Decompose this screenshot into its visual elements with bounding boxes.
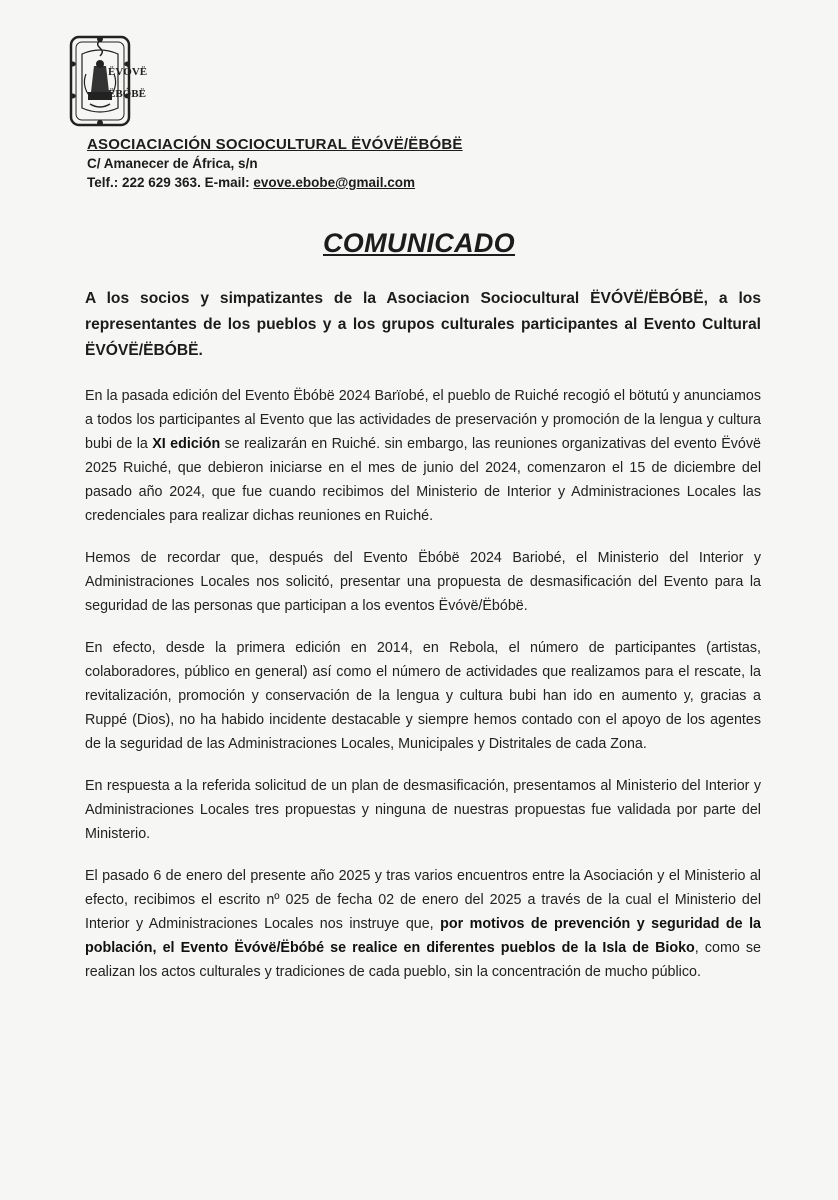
paragraph-5-text-b: , como se realizan los actos culturales y tradiciones de cada pueblo, sin la concentración de mucho público.: [85, 940, 761, 980]
logo-text-line1: ËVÓVË: [108, 66, 148, 78]
paragraph-5-bold: por motivos de prevención y seguridad de la población, el Evento Ëvóvë/Ëbóbé se realice en diferentes pueblos de la Isla de Bioko: [85, 916, 761, 956]
logo-text-line2: ËBÓBË: [108, 88, 146, 100]
email-link[interactable]: evove.ebobe@gmail.com: [253, 175, 416, 190]
paragraph-5-text-a: El pasado 6 de enero del presente año 2025 y tras varios encuentros entre la Asociación y el Ministerio al efecto, recibimos el escrito nº 025 de fecha 02 de enero del 2025 a través de la cual el Ministerio del Interior y Administraciones Locales nos instruye que,: [85, 868, 761, 932]
document-body: [85, 286, 761, 1002]
paragraph-4: En respuesta a la referida solicitud de un plan de desmasificación, presentamos al Ministerio del Interior y Administraciones Locales tres propuestas y ninguna de nuestras propuestas fue validada por parte del Ministerio.: [85, 778, 761, 842]
address: C/ Amanecer de África, s/n: [87, 156, 258, 171]
association-logo: [68, 34, 132, 128]
document-title: COMUNICADO: [323, 228, 515, 258]
phone-text: Telf.: 222 629 363. E-mail:: [87, 175, 254, 190]
intro-paragraph: A los socios y simpatizantes de la Asociacion Sociocultural ËVÓVË/ËBÓBË, a los representantes de los pueblos y a los grupos culturales participantes al Evento Cultural ËVÓVË/ËBÓBË.: [85, 290, 761, 359]
contact-line: [87, 173, 787, 192]
paragraph-1-text-b: se realizarán en Ruiché. sin embargo, las reuniones organizativas del evento Ëvóvë 2025 Ruiché, que debieron iniciarse en el mes de junio del 2024, comenzaron el 15 de diciembre del pasado año 2024, que fue cuando recibimos del Ministerio de Interior y Administraciones Locales las credenciales para realizar dichas reuniones en Ruiché.: [85, 436, 761, 524]
paragraph-5: [85, 864, 761, 984]
paragraph-1-bold: XI edición: [152, 436, 221, 452]
letterhead: [87, 135, 787, 192]
paragraph-3: En efecto, desde la primera edición en 2014, en Rebola, el número de participantes (artistas, colaboradores, público en general) así como el número de actividades que realizamos para el rescate, la revitalización, promoción y conservación de la lengua y cultura bubi han ido en aumento y, gracias a Ruppé (Dios), no ha habido incidente destacable y siempre hemos contado con el apoyo de los agentes de la seguridad de las Administraciones Locales, Municipales y Distritales de cada Zona.: [85, 640, 761, 752]
organization-name: ASOCIACIACIÓN SOCIOCULTURAL ËVÓVË/ËBÓBË: [87, 136, 463, 153]
paragraph-2: Hemos de recordar que, después del Evento Ëbóbë 2024 Bariobé, el Ministerio del Interior y Administraciones Locales nos solicitó, presentar una propuesta de desmasificación del Evento para la seguridad de las personas que participan a los eventos Ëvóvë/Ëbóbë.: [85, 550, 761, 614]
paragraph-1-text-a: En la pasada edición del Evento Ëbóbë 2024 Barïobé, el pueblo de Ruiché recogió el bötutú y anunciamos a todos los participantes al Evento que las actividades de preservación y promoción de la lengua y cultura bubi de la: [85, 388, 761, 452]
paragraph-1: [85, 384, 761, 528]
